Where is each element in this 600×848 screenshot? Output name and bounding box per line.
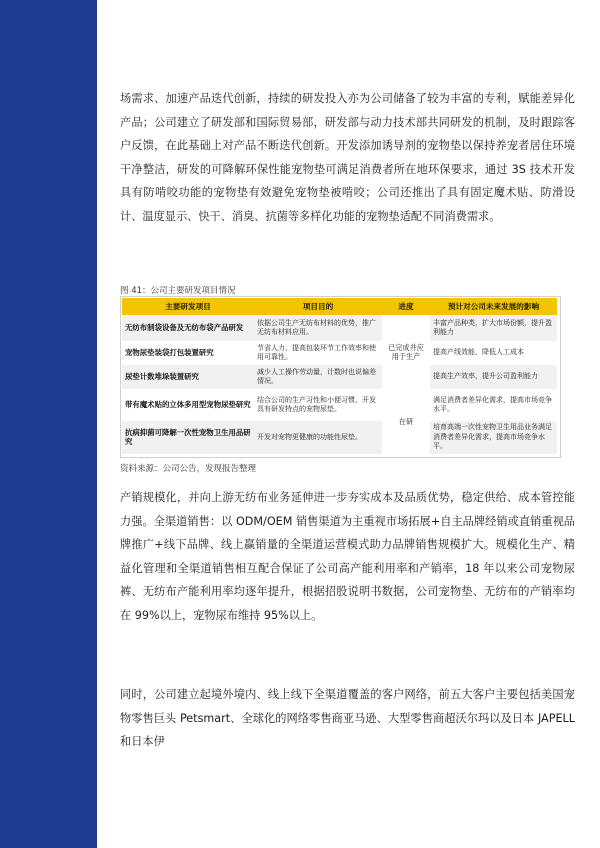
project-name: 宠物尿垫装袋打包装置研究 bbox=[125, 348, 214, 358]
project-impact: 提高生产效率，提升公司盈利能力 bbox=[430, 365, 557, 389]
figure-title: 图 41：公司主要研发项目情况 bbox=[120, 286, 236, 296]
project-purpose: 节省人力，提高包装环节工作效率和使用可靠性。 bbox=[257, 343, 376, 361]
project-name: 带有魔术贴的立体多用型宠物尿垫研究 bbox=[125, 400, 251, 410]
project-name: 抗病抑菌可降解一次性宠物卫生用品研究 bbox=[122, 421, 254, 454]
project-purpose: 减少人工操作劳动量，计数时也说偏差情况。 bbox=[254, 365, 382, 389]
page-number: 54 bbox=[38, 743, 66, 768]
table-row bbox=[122, 341, 557, 365]
project-purpose: 开发对宠物更健康的功能性尿垫。 bbox=[254, 421, 382, 454]
sidebar-band bbox=[0, 0, 97, 848]
project-impact: 满足消费者差异化需求，提高市场竞争水平。 bbox=[433, 395, 552, 413]
project-purpose: 依据公司生产无纺布材料的优势，推广无纺布材料应用。 bbox=[254, 315, 382, 341]
project-impact: 培育高端一次性宠物卫生用品业务满足消费者差异化需求，提高市场竞争水平。 bbox=[430, 421, 557, 454]
body-paragraph-2: 产销规模化，并向上游无纺布业务延伸进一步夯实成本及品质优势，稳定供给、成本管控能力强。全渠道销售：以 ODM/OEM 销售渠道为主重视市场拓展+自主品牌经销或直销重视品牌推广+线下品牌、线上赢销量的全渠道运营模式助力品牌销售规模扩大。规模化生产、精益化管理和全渠道销售相互配合保证了公司高产能利用率和产销率，18 年以来公司宠物尿裤、无纺布产能利用率均逐年提升，根据招股说明书数据，公司宠物垫、无纺布的产销率均在 99%以上，宠物尿布维持 95%以上。 bbox=[120, 491, 575, 622]
table-header-row bbox=[122, 298, 557, 315]
table-row bbox=[122, 421, 557, 454]
table-row bbox=[122, 315, 557, 341]
project-name: 尿垫计数堆垛装置研究 bbox=[122, 365, 254, 389]
project-purpose: 结合公司的生产习性和小便习惯，开发具有研发特点的宠物尿垫。 bbox=[257, 395, 376, 413]
table-row bbox=[122, 365, 557, 389]
project-progress: 已完成并应用于生产 bbox=[382, 315, 430, 389]
project-progress: 在研 bbox=[382, 389, 430, 454]
project-impact: 提高产线效能，降低人工成本 bbox=[433, 348, 524, 357]
body-paragraph-1: 场需求、加速产品迭代创新，持续的研发投入亦为公司储备了较为丰富的专利，赋能差异化产品；公司建立了研发部和国际贸易部，研发部与动力技术部共同研发的机制，及时跟踪客户反馈，在此基础上对产品不断迭代创新。开发添加诱导剂的宠物垫以保持养宠者居住环境干净整洁，研发的可降解环保性能宠物垫可满足消费者所在地环保要求，通过 3S 技术开发具有防啃咬功能的宠物垫有效避免宠物垫被啃咬；公司还推出了具有固定魔术贴、防滑设计、温度显示、快干、消臭、抗菌等多样化功能的宠物垫适配不同消费需求。 bbox=[120, 92, 575, 223]
project-name: 无纺布制袋设备及无纺布袋产品研发 bbox=[122, 315, 254, 341]
table-source-note: 资料来源：公司公告，发现报告整理 bbox=[120, 464, 257, 474]
header-progress: 进度 bbox=[382, 298, 430, 315]
project-impact: 丰富产品种类，扩大市场份额，提升盈利能力 bbox=[430, 315, 557, 341]
body-paragraph-3: 同时，公司建立起境外境内、线上线下全渠道覆盖的客户网络，前五大客户主要包括美国宠物零售巨头 Petsmart、全球化的网络零售商亚马逊、大型零售商超沃尔玛以及日本 JAPELL 和日本伊 bbox=[120, 688, 575, 749]
table-row bbox=[122, 389, 557, 421]
header-impact: 预计对公司未来发展的影响 bbox=[430, 298, 557, 315]
header-purpose: 项目目的 bbox=[254, 298, 382, 315]
header-project: 主要研发项目 bbox=[122, 298, 254, 315]
research-projects-table bbox=[122, 298, 557, 454]
